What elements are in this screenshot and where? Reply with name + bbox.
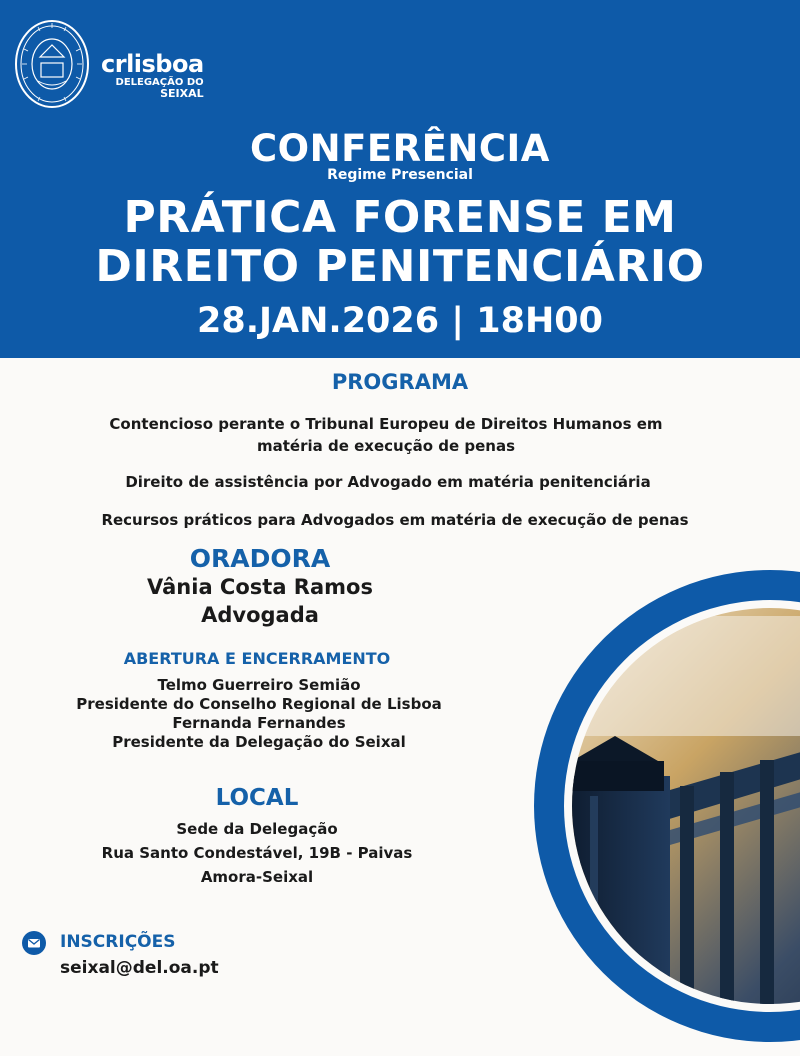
event-kicker: CONFERÊNCIA: [250, 127, 550, 170]
brand-block: [101, 52, 204, 99]
inscricoes-heading: INSCRIÇÕES: [60, 932, 176, 952]
local-line-1: Sede da Delegação: [176, 820, 338, 838]
brand-name: crlisboa: [101, 50, 204, 78]
email-icon: [22, 931, 46, 955]
registration-email-link[interactable]: seixal@del.oa.pt: [60, 958, 219, 978]
abertura-line-1: Telmo Guerreiro Semião: [157, 676, 361, 694]
local-heading: LOCAL: [215, 785, 299, 811]
abertura-line-4: Presidente da Delegação do Seixal: [112, 733, 406, 751]
event-date: 28.JAN.2026 | 18H00: [197, 301, 603, 341]
programa-item-1-line-2: matéria de execução de penas: [256, 437, 516, 455]
local-address: [0, 817, 514, 889]
programa-item-3: Recursos práticos para Advogados em matéria de execução de penas: [101, 511, 689, 529]
programa-item-1: [0, 413, 772, 457]
event-title-line-2: DIREITO PENITENCIÁRIO: [95, 241, 705, 292]
local-line-3: Amora-Seixal: [200, 868, 314, 886]
brand-subtitle: DELEGAÇÃO DO: [115, 77, 204, 88]
header-banner: [0, 0, 800, 358]
programa-item-2: Direito de assistência por Advogado em matéria penitenciária: [125, 473, 651, 491]
abertura-heading: ABERTURA E ENCERRAMENTO: [123, 649, 391, 668]
local-line-2: Rua Santo Condestável, 19B - Paivas: [101, 844, 413, 862]
abertura-line-3: Fernanda Fernandes: [172, 714, 346, 732]
programa-item-1-line-1: Contencioso perante o Tribunal Europeu de Direitos Humanos em: [109, 415, 663, 433]
abertura-list: [0, 676, 518, 752]
speaker-name: Vânia Costa Ramos: [147, 575, 373, 599]
event-mode: Regime Presencial: [327, 167, 473, 183]
programa-heading: PROGRAMA: [331, 370, 469, 394]
decorative-railing-photo: [520, 556, 800, 1056]
brand-subtitle-location: SEIXAL: [160, 87, 204, 100]
speaker-role: Advogada: [201, 603, 319, 627]
oradora-heading: ORADORA: [189, 544, 331, 573]
event-title-line-1: PRÁTICA FORENSE EM: [123, 192, 677, 243]
event-title: [0, 193, 800, 291]
bar-association-seal-logo: [14, 19, 90, 109]
abertura-line-2: Presidente do Conselho Regional de Lisboa: [76, 695, 442, 713]
